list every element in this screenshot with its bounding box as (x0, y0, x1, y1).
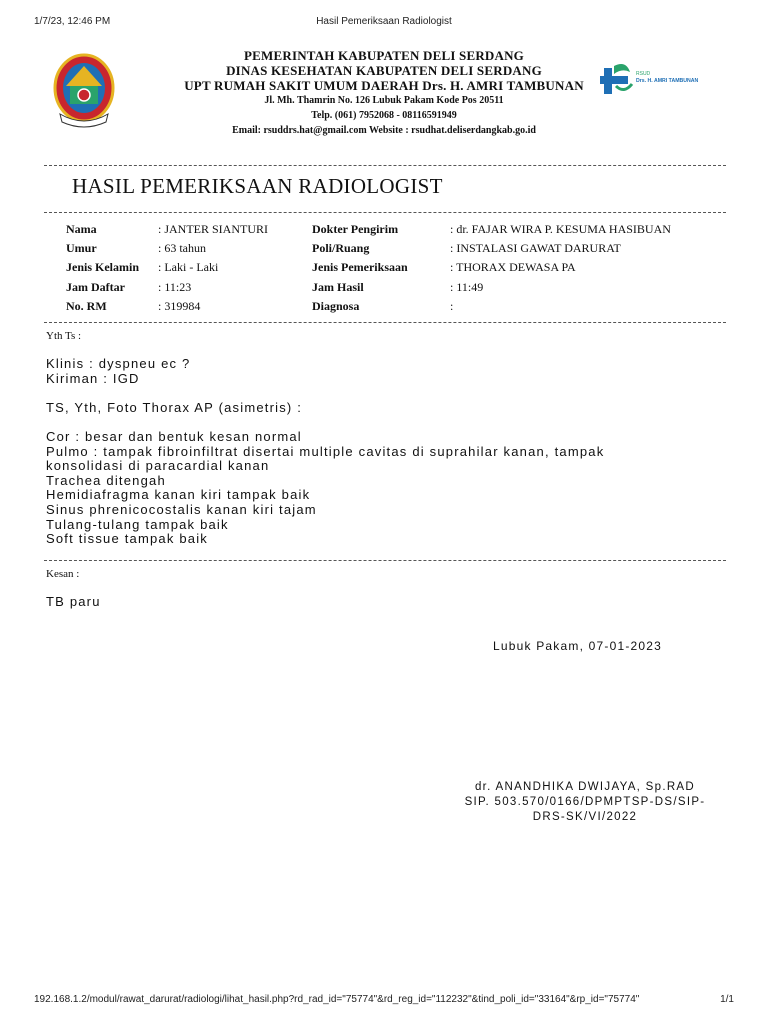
findings-line: Pulmo : tampak fibroinfiltrat disertai multiple cavitas di suprahilar kanan, tampak (46, 443, 605, 459)
info-row (66, 299, 718, 318)
letterhead-address: Jl. Mh. Thamrin No. 126 Lubuk Pakam Kode Pos 20511 (264, 95, 504, 106)
print-page-number: 1/1 (720, 994, 734, 1005)
findings-line: Hemidiafragma kanan kiri tampak baik (46, 487, 311, 503)
impression-label: Kesan : (46, 568, 80, 580)
signature-block (440, 780, 730, 825)
info-value: : THORAX DEWASA PA (450, 260, 576, 275)
info-value: : 63 tahun (158, 241, 206, 256)
findings-line: Soft tissue tampak baik (46, 531, 208, 547)
info-label: Nama (66, 222, 97, 236)
findings-line: Trachea ditengah (46, 472, 166, 488)
print-page-title: Hasil Pemeriksaan Radiologist (316, 16, 452, 27)
divider (44, 212, 726, 213)
divider (44, 165, 726, 166)
findings-line: Kiriman : IGD (46, 370, 140, 386)
info-value: : dr. FAJAR WIRA P. KESUMA HASIBUAN (450, 222, 671, 236)
letterhead (44, 48, 724, 148)
hospital-logo-label: Drs. H. AMRI TAMBUNAN (636, 78, 699, 84)
info-value: : INSTALASI GAWAT DARURAT (450, 241, 621, 256)
hospital-logo-icon (600, 58, 700, 98)
letterhead-line2: DINAS KESEHATAN KABUPATEN DELI SERDANG (226, 63, 542, 78)
info-value: : JANTER SIANTURI (158, 222, 268, 236)
letterhead-email: Email: rsuddrs.hat@gmail.com Website : rsudhat.deliserdangkab.go.id (232, 125, 536, 136)
letterhead-line1: PEMERINTAH KABUPATEN DELI SERDANG (244, 48, 524, 63)
findings-line (46, 386, 604, 401)
info-row (66, 260, 718, 279)
info-label: Jenis Kelamin (66, 260, 140, 275)
findings-line (46, 415, 604, 430)
letterhead-line3: UPT RUMAH SAKIT UMUM DAERAH Drs. H. AMRI TAMBUNAN (184, 78, 584, 93)
info-row (66, 222, 718, 241)
findings-line: Tulang-tulang tampak baik (46, 516, 229, 532)
findings-line: TS, Yth, Foto Thorax AP (asimetris) : (46, 399, 303, 415)
info-value: : Laki - Laki (158, 260, 219, 275)
doctor-name: dr. ANANDHIKA DWIJAYA, Sp.RAD (474, 781, 696, 793)
info-label: Dokter Pengirim (312, 222, 399, 236)
info-label: Umur (66, 241, 97, 256)
patient-info (66, 222, 718, 318)
findings-label: Yth Ts : (46, 330, 82, 342)
divider (44, 560, 726, 561)
info-value: : (450, 298, 454, 313)
findings-line: konsolidasi di paracardial kanan (46, 458, 270, 474)
findings-text (46, 357, 604, 547)
place-date: Lubuk Pakam, 07-01-2023 (493, 639, 663, 653)
doctor-sip-line2: DRS-SK/VI/2022 (532, 811, 638, 823)
divider (44, 322, 726, 323)
info-label: Poli/Ruang (312, 241, 370, 256)
findings-line: Klinis : dyspneu ec ? (46, 356, 191, 371)
info-value: : 319984 (158, 298, 201, 313)
print-datetime: 1/7/23, 12:46 PM (34, 16, 111, 27)
findings-line: Sinus phrenicocostalis kanan kiri tajam (46, 501, 317, 517)
info-label: Jam Hasil (312, 279, 364, 294)
impression-text: TB paru (46, 594, 101, 609)
hospital-logo-small: RSUD (636, 71, 651, 77)
info-value: : 11:23 (158, 279, 192, 294)
info-label: Diagnosa (312, 298, 360, 313)
doctor-sip-line1: SIP. 503.570/0166/DPMPTSP-DS/SIP- (464, 796, 706, 808)
print-url: 192.168.1.2/modul/rawat_darurat/radiologi/lihat_hasil.php?rd_rad_id="75774"&rd_reg_id="112232"&tind_poli_id="33164"&rp_id="75774" (34, 994, 640, 1005)
report-title: HASIL PEMERIKSAAN RADIOLOGIST (72, 174, 443, 198)
letterhead-phone: Telp. (061) 7952068 - 08116591949 (311, 110, 457, 121)
info-value: : 11:49 (450, 279, 484, 294)
info-label: No. RM (66, 298, 107, 313)
info-label: Jenis Pemeriksaan (312, 260, 408, 275)
deli-serdang-emblem-icon (52, 52, 116, 132)
findings-line: Cor : besar dan bentuk kesan normal (46, 428, 302, 444)
info-row (66, 241, 718, 260)
info-row (66, 280, 718, 299)
info-label: Jam Daftar (66, 279, 125, 294)
